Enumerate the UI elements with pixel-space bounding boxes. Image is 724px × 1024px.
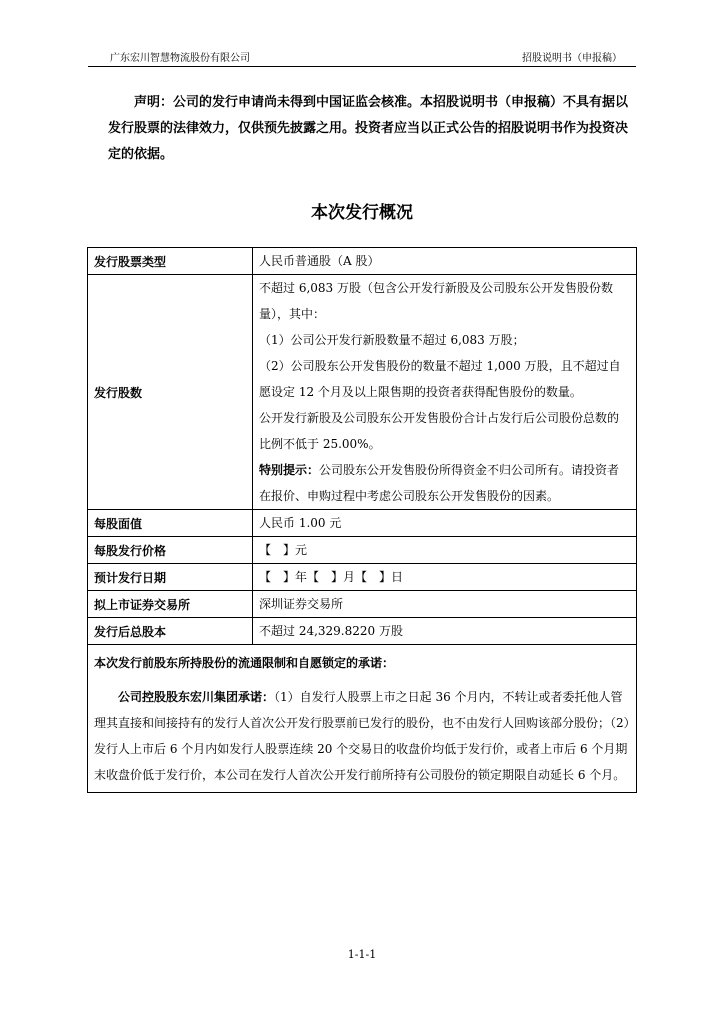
row-value: 深圳证券交易所 xyxy=(253,591,637,618)
row-label: 拟上市证券交易所 xyxy=(88,591,253,618)
page-header xyxy=(88,50,636,67)
table-row xyxy=(88,591,637,618)
row-label: 预计发行日期 xyxy=(88,564,253,591)
shares-line: 公开发行新股及公司股东公开发售股份合计占发行后公司股份总数的比例不低于 25.00%。 xyxy=(259,411,620,451)
commitment-paragraph xyxy=(94,676,630,792)
page-number: 1-1-1 xyxy=(347,948,377,961)
commitment-heading: 本次发行前股东所持股份的流通限制和自愿锁定的承诺： xyxy=(94,656,395,670)
commitment-cell xyxy=(88,645,637,793)
disclaimer xyxy=(108,90,628,168)
special-notice-text: 公司股东公开发售股份所得资金不归公司所有。请投资者在报价、申购过程中考虑公司股东公开发售股份的因素。 xyxy=(259,463,620,503)
shares-line: （2）公司股东公开发售股份的数量不超过 1,000 万股，且不超过自愿设定 12 个月及以上限售期的投资者获得配售股份的数量。 xyxy=(259,359,621,399)
row-label: 每股面值 xyxy=(88,510,253,537)
company-name: 广东宏川智慧物流股份有限公司 xyxy=(110,53,250,64)
disclaimer-text: 声明：公司的发行申请尚未得到中国证监会核准。本招股说明书（申报稿）不具有据以发行股票的法律效力，仅供预先披露之用。投资者应当以正式公告的招股说明书作为投资决定的依据。 xyxy=(108,95,629,162)
row-value: 【 】元 xyxy=(253,537,637,564)
shares-line: 不超过 6,083 万股（包含公开发行新股及公司股东公开发售股份数量），其中： xyxy=(259,281,613,321)
table-row xyxy=(88,248,637,275)
commitment-text: （1）自发行人股票上市之日起 36 个月内，不转让或者委托他人管理其直接和间接持有的发行人首次公开发行股票前已发行的股份，也不由发行人回购该部分股份；（2）发行人上市后 6 个月内如发行人股票连续 20 个交易日的收盘价均低于发行价，或者上市后 6 个月期末收盘价低于发行价，本公司在发行人首次公开发行前所持有公司股份的锁定期限自动延长 6 个月。 xyxy=(94,690,630,782)
table-row xyxy=(88,564,637,591)
special-notice-label: 特别提示： xyxy=(259,463,320,477)
row-label: 发行后总股本 xyxy=(88,618,253,645)
special-notice xyxy=(259,457,630,509)
row-value: 【 】年【 】月【 】日 xyxy=(253,564,637,591)
table-row xyxy=(88,618,637,645)
row-value: 人民币 1.00 元 xyxy=(253,510,637,537)
row-value: 人民币普通股（A 股） xyxy=(253,248,637,275)
row-value: 不超过 24,329.8220 万股 xyxy=(253,618,637,645)
commitment-holder: 公司控股股东宏川集团承诺： xyxy=(118,690,275,704)
row-label: 发行股数 xyxy=(88,275,253,510)
page-title: 本次发行概况 xyxy=(311,203,413,223)
row-label: 发行股票类型 xyxy=(88,248,253,275)
row-label: 每股发行价格 xyxy=(88,537,253,564)
shares-line: （1）公司公开发行新股数量不超过 6,083 万股； xyxy=(259,333,525,347)
row-value xyxy=(253,275,637,510)
offering-overview-table xyxy=(87,247,637,793)
table-row xyxy=(88,537,637,564)
table-row xyxy=(88,645,637,793)
table-row xyxy=(88,275,637,510)
table-row xyxy=(88,510,637,537)
document-type: 招股说明书（申报稿） xyxy=(522,53,622,64)
